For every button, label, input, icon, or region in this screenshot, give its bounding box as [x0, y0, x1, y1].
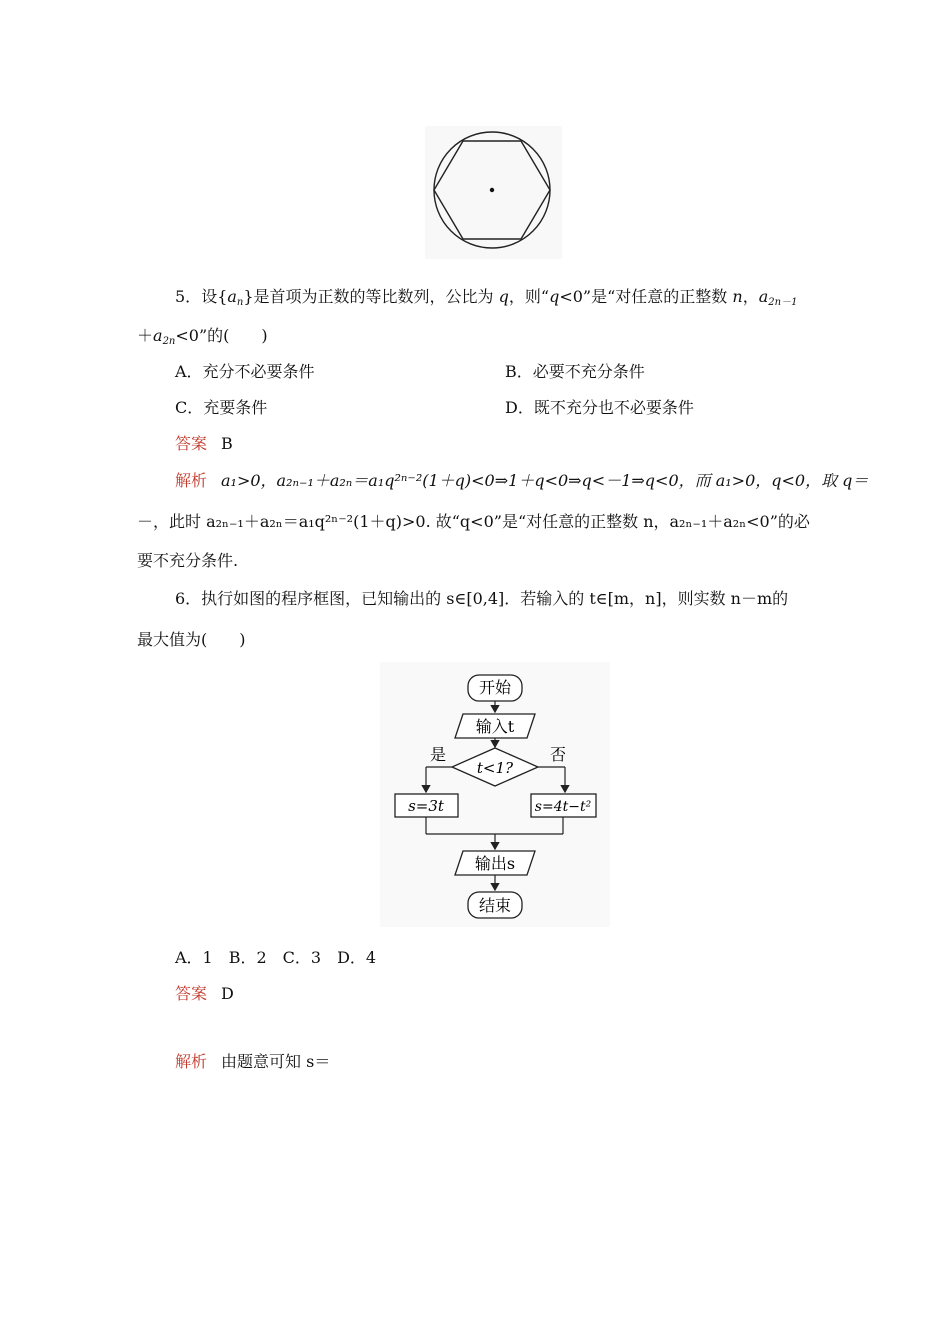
- q6-options: A．1 B．2 C．3 D．4: [175, 948, 377, 967]
- flow-end-label: 结束: [478, 896, 512, 915]
- q6-stem-line1: 6．执行如图的程序框图，已知输出的 s∈[0,4]．若输入的 t∈[m，n]，则实数 n－m的: [175, 589, 789, 608]
- q5-answer: [175, 433, 233, 455]
- hexagon-in-circle-figure: [425, 126, 562, 259]
- q5-option-c: C．充要条件: [175, 398, 268, 417]
- flow-input-label: 输入t: [475, 717, 515, 736]
- q5-option-a: A．充分不必要条件: [175, 362, 315, 381]
- q5-stem-line2: $+a_{2n}<0$”的( ): [137, 326, 268, 347]
- analysis-label: 解析: [175, 1052, 208, 1071]
- flow-start-label: 开始: [478, 678, 512, 697]
- program-flowchart: [380, 662, 610, 927]
- flow-decision-label: t<1?: [476, 759, 514, 777]
- flow-no-process-label: s=4t−t²: [534, 799, 592, 815]
- answer-label: 答案: [175, 434, 208, 453]
- flow-yes-label: 是: [429, 745, 447, 764]
- q5-analysis-line3: 要不充分条件.: [137, 551, 239, 570]
- q5-option-b: B．必要不充分条件: [505, 362, 645, 381]
- q6-answer: [175, 983, 234, 1005]
- q5-analysis-line2: －，此时 a₂ₙ₋₁＋a₂ₙ＝a₁q²ⁿ⁻²(1＋q)>0. 故“q<0”是“对任意的正整数 n，a₂ₙ₋₁＋a₂ₙ<0”的必: [137, 512, 810, 531]
- answer-value: D: [221, 984, 234, 1003]
- flow-output-label: 输出s: [474, 854, 516, 873]
- q6-stem-line2: 最大值为( ): [137, 630, 246, 649]
- q6-analysis: 解析 由题意可知 s＝: [175, 1052, 331, 1071]
- q5-option-d: D．既不充分也不必要条件: [505, 398, 694, 417]
- answer-value: B: [221, 434, 233, 453]
- answer-label: 答案: [175, 984, 208, 1003]
- analysis-label: 解析: [175, 471, 208, 490]
- flow-yes-process-label: s=3t: [408, 797, 444, 815]
- flow-no-label: 否: [549, 745, 567, 764]
- q5-stem-line1: 5．设$\{a_n\}$是首项为正数的等比数列，公比为 q，则“q<0”是“对任意的正整数 n，$a_{2n-1}$: [175, 287, 798, 308]
- q5-analysis-line1: 解析 a₁>0，a₂ₙ₋₁＋a₂ₙ＝a₁q²ⁿ⁻²(1＋q)<0⇒1＋q<0⇒q<－1⇒q<0，而 a₁>0，q<0，取 q＝: [175, 471, 869, 490]
